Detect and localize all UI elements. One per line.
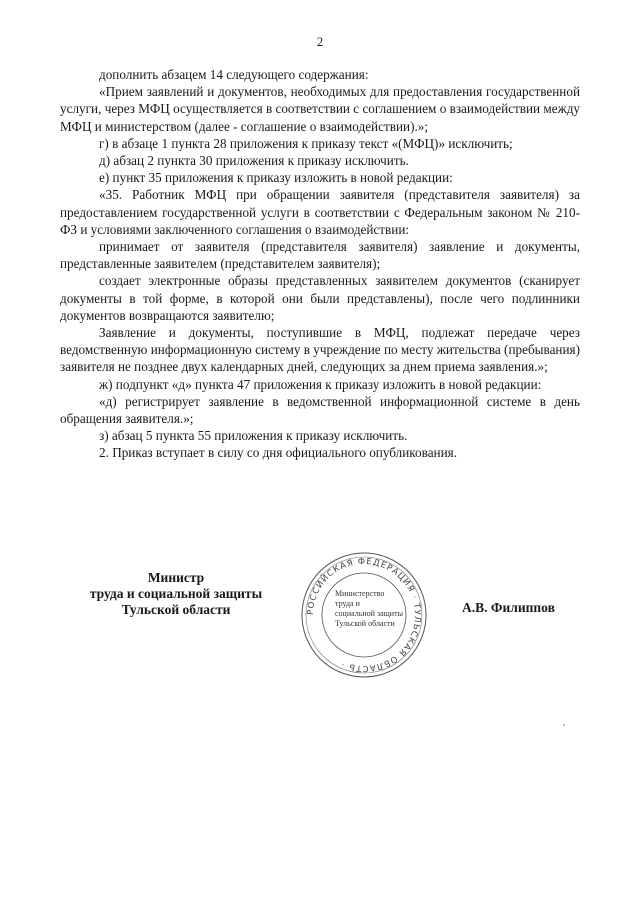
paragraph: принимает от заявителя (представителя заявителя) заявление и документы, представленные заявителем (представителем заявителя); xyxy=(60,239,580,272)
scan-artifact xyxy=(563,724,565,726)
signer-title-line: Министр xyxy=(147,570,205,585)
seal-inner-line: социальной защиты xyxy=(335,609,403,618)
seal-inner-text xyxy=(335,589,411,629)
paragraph: 2. Приказ вступает в силу со дня официального опубликования. xyxy=(99,445,458,461)
signer-title xyxy=(66,570,286,618)
paragraph: д) абзац 2 пункта 30 приложения к приказу исключить. xyxy=(99,153,409,169)
paragraph: г) в абзаце 1 пункта 28 приложения к приказу текст «(МФЦ)» исключить; xyxy=(99,135,513,151)
paragraph: ж) подпункт «д» пункта 47 приложения к приказу изложить в новой редакции: xyxy=(99,376,542,392)
signer-title-line: труда и социальной защиты xyxy=(89,586,263,601)
seal-ring-text: РОССИЙСКАЯ ФЕДЕРАЦИЯ · ТУЛЬСКАЯ ОБЛАСТЬ · xyxy=(305,556,423,674)
page-number: 2 xyxy=(316,34,324,49)
paragraph: з) абзац 5 пункта 55 приложения к приказу исключить. xyxy=(99,428,408,444)
paragraph: «Прием заявлений и документов, необходимых для предоставления государственной услуги, через МФЦ осуществляется в соответствии с соглашением о взаимодействии между МФЦ и министерством (далее - соглашение о взаимодействии).»; xyxy=(60,84,580,134)
signer-name: А.В. Филиппов xyxy=(462,600,555,615)
signature-block xyxy=(0,556,640,690)
paragraph: «д) регистрирует заявление в ведомственной информационной системе в день обращения заявителя.»; xyxy=(60,393,580,427)
paragraph: е) пункт 35 приложения к приказу изложить в новой редакции: xyxy=(99,170,453,186)
document-body xyxy=(60,66,580,462)
paragraph: «35. Работник МФЦ при обращении заявителя (представителя заявителя) за предоставлением государственной услуги в соответствии с Федеральным законом № 210-ФЗ и условиями заключенного соглашения о взаимодействии: xyxy=(60,187,580,237)
paragraph: Заявление и документы, поступившие в МФЦ, подлежат передаче через ведомственную информационную систему в учреждение по месту жительства (пребывания) заявителя не позднее двух календарных дней, следующих за днем приема заявления.»; xyxy=(60,325,580,375)
paragraph: дополнить абзацем 14 следующего содержания: xyxy=(99,67,369,82)
signer-title-line: Тульской области xyxy=(121,602,231,617)
seal-inner-line: Министерство xyxy=(335,589,385,598)
seal-inner-line: труда и xyxy=(335,599,360,608)
paragraph: создает электронные образы представленных заявителем документов (сканирует документы в той форме, в которой они были представлены), после чего подлинники документов возвращаются заявителю; xyxy=(60,273,580,323)
seal-inner-line: Тульской области xyxy=(335,619,395,628)
